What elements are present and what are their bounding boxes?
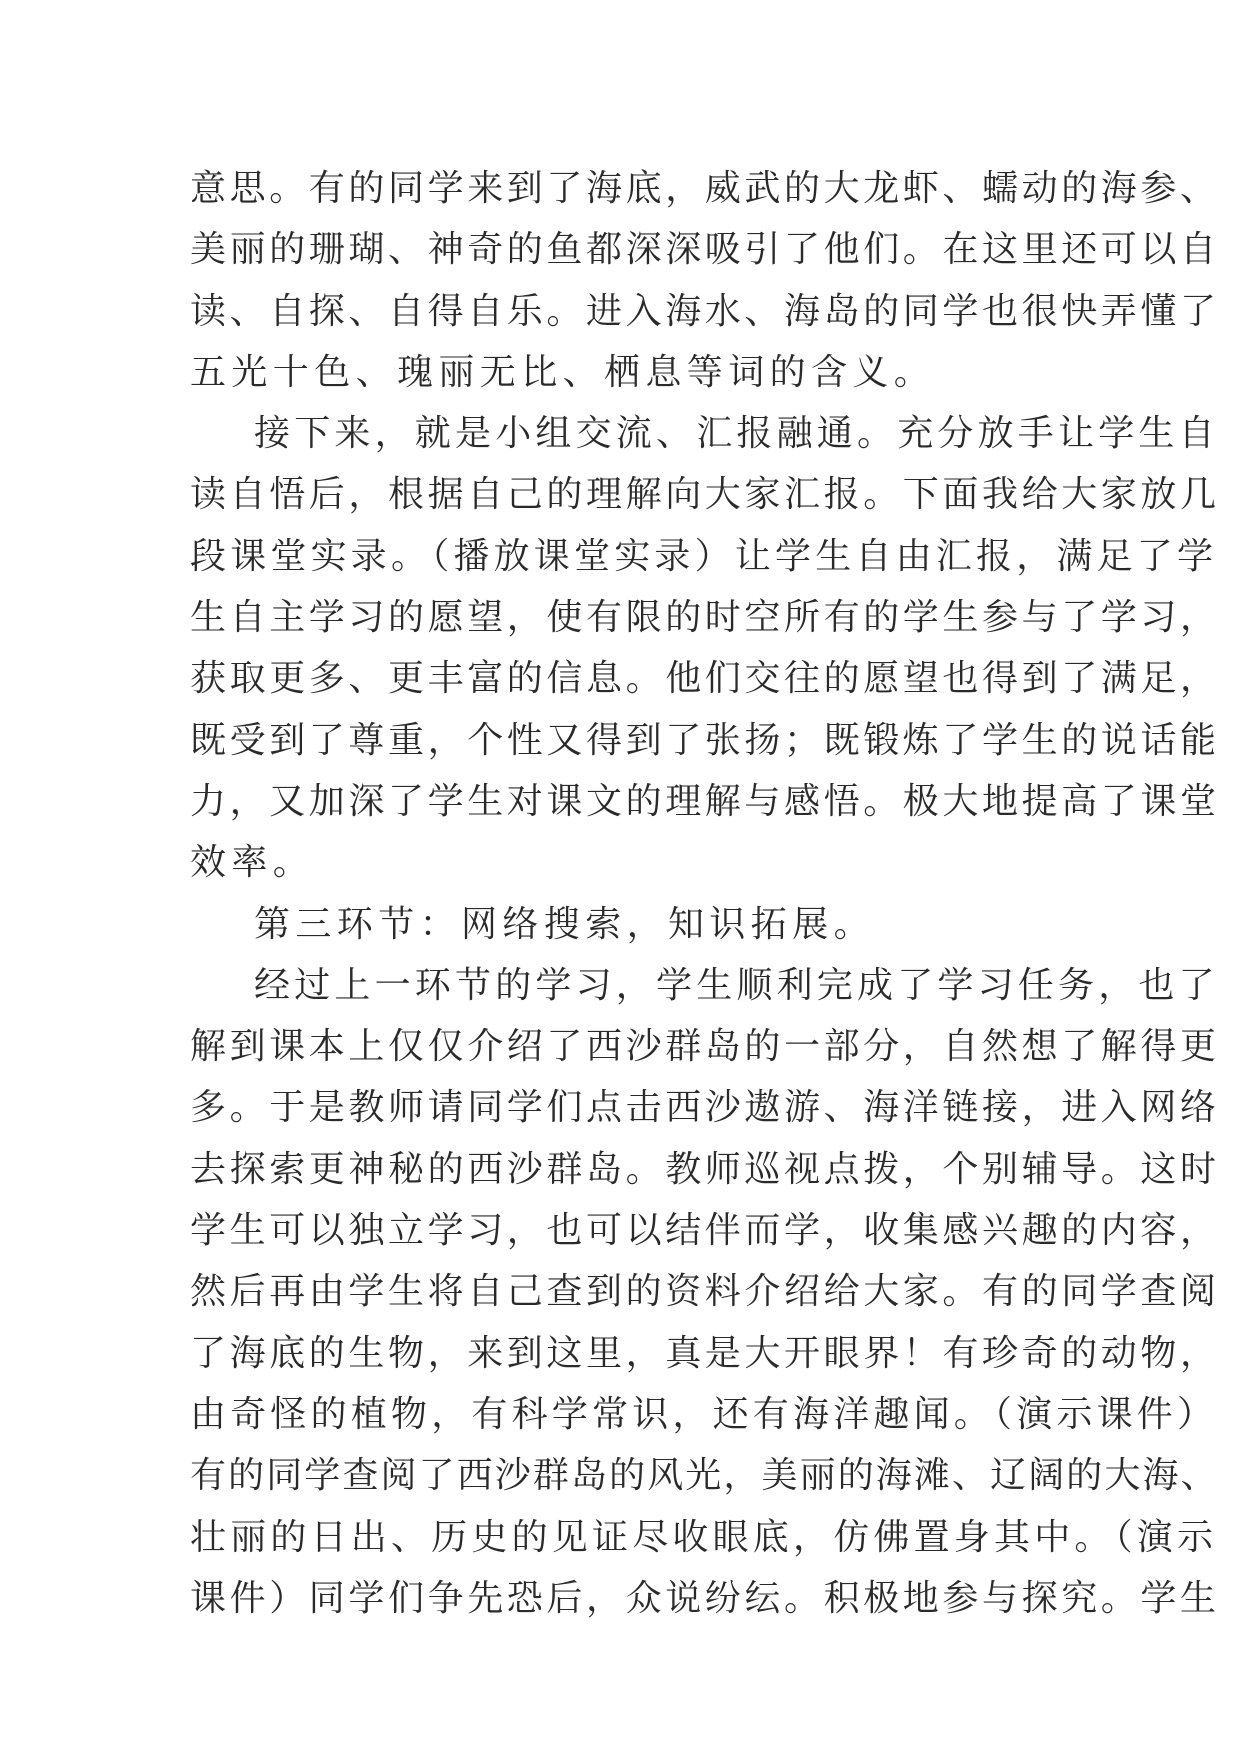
text-line: 有的同学查阅了西沙群岛的风光，美丽的海滩、辽阔的大海、 xyxy=(190,1455,1219,1497)
text-line: 解到课本上仅仅介绍了西沙群岛的一部分，自然想了解得更 xyxy=(190,1026,1220,1068)
text-line: 由奇怪的植物，有科学常识，还有海洋趣闻。（演示课件） xyxy=(190,1393,1218,1435)
text-line: 效率。 xyxy=(190,842,315,884)
text-line: 接下来，就是小组交流、汇报融通。充分放手让学生自 xyxy=(254,413,1219,455)
text-line: 了海底的生物，来到这里，真是大开眼界！有珍奇的动物， xyxy=(190,1332,1220,1374)
text-line: 第三环节：网络搜索，知识拓展。 xyxy=(254,903,876,945)
text-line: 壮丽的日出、历史的见证尽收眼底，仿佛置身其中。（演示 xyxy=(190,1516,1218,1558)
text-line: 力，又加深了学生对课文的理解与感悟。极大地提高了课堂 xyxy=(190,780,1220,822)
text-line: 意思。有的同学来到了海底，威武的大龙虾、蠕动的海参、 xyxy=(190,168,1220,209)
text-line: 课件）同学们争先恐后，众说纷纭。积极地参与探究。学生 xyxy=(190,1577,1220,1619)
text-line: 获取更多、更丰富的信息。他们交往的愿望也得到了满足， xyxy=(190,658,1220,700)
text-line: 去探索更神秘的西沙群岛。教师巡视点拨，个别辅导。这时 xyxy=(190,1148,1220,1190)
text-line: 五光十色、瑰丽无比、栖息等词的含义。 xyxy=(190,351,936,393)
text-line: 读、自探、自得自乐。进入海水、海岛的同学也很快弄懂了 xyxy=(190,290,1220,332)
text-line: 段课堂实录。（播放课堂实录）让学生自由汇报，满足了学 xyxy=(190,535,1218,577)
text-line: 多。于是教师请同学们点击西沙遨游、海洋链接，进入网络 xyxy=(190,1087,1220,1129)
text-line: 经过上一环节的学习，学生顺利完成了学习任务，也了 xyxy=(254,964,1219,1006)
text-line: 然后再由学生将自己查到的资料介绍给大家。有的同学查阅 xyxy=(190,1271,1220,1313)
text-line: 生自主学习的愿望，使有限的时空所有的学生参与了学习， xyxy=(190,597,1220,639)
document-body xyxy=(190,158,1220,1629)
text-line: 既受到了尊重，个性又得到了张扬；既锻炼了学生的说话能 xyxy=(190,719,1220,761)
text-line: 美丽的珊瑚、神奇的鱼都深深吸引了他们。在这里还可以自 xyxy=(190,229,1220,271)
text-line: 学生可以独立学习，也可以结伴而学，收集感兴趣的内容， xyxy=(190,1210,1220,1252)
text-line: 读自悟后，根据自己的理解向大家汇报。下面我给大家放几 xyxy=(190,474,1220,516)
